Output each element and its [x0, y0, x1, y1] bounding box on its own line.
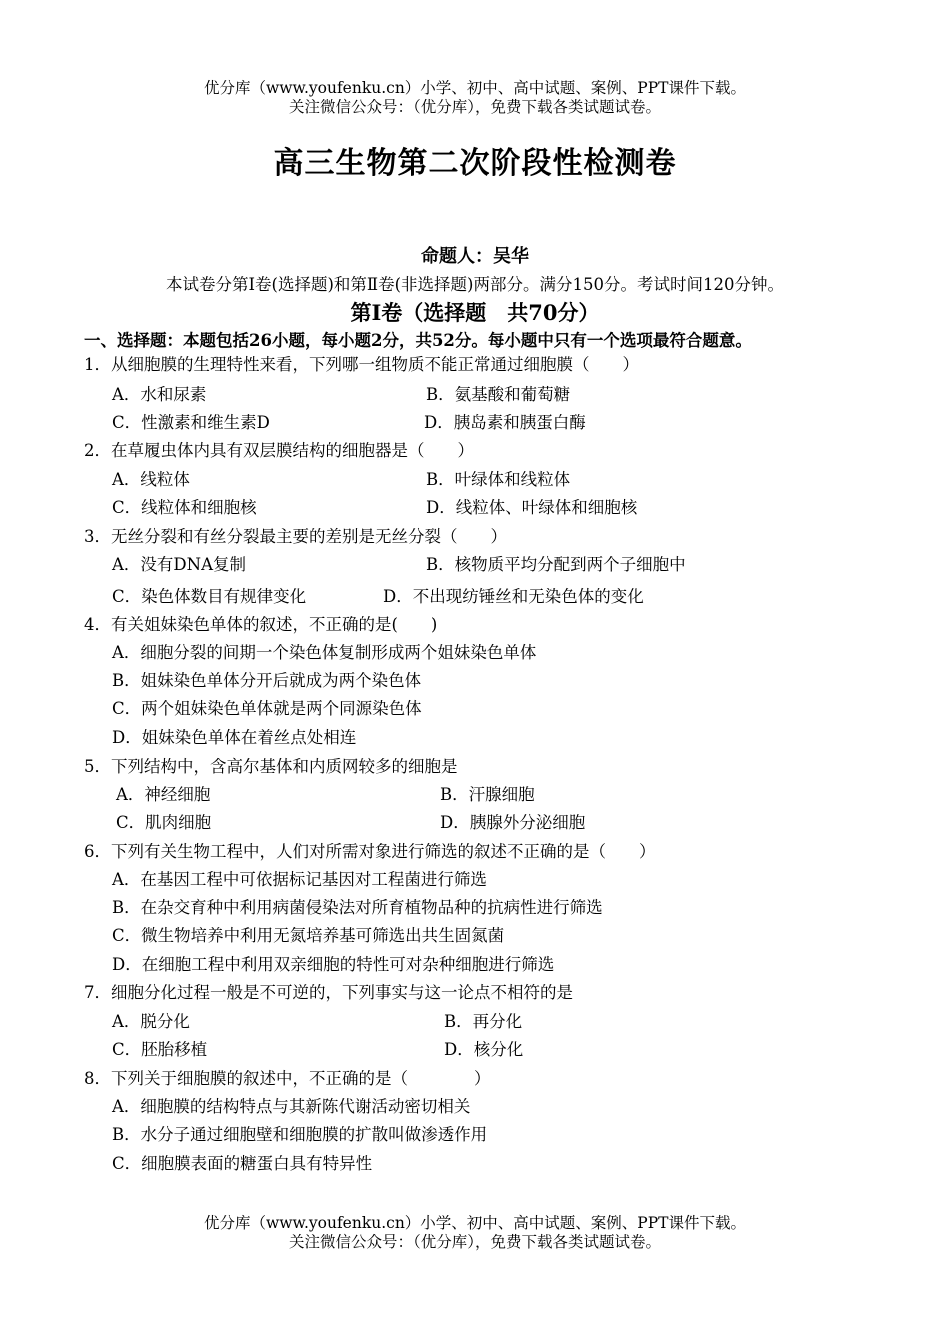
exam-intro: 本试卷分第Ⅰ卷(选择题)和第Ⅱ卷(非选择题)两部分。满分150分。考试时间120分钟。: [166, 275, 784, 294]
section-title: 一、选择题：本题包括26小题，每小题2分，共52分。每小题中只有一个选项最符合题意。: [84, 331, 752, 350]
question-1-option-a: A．水和尿素: [112, 385, 207, 404]
footer-line-2: 关注微信公众号：（优分库），免费下载各类试题试卷。: [288, 1233, 661, 1251]
question-4-option-c: C．两个姐妹染色单体就是两个同源染色体: [112, 699, 422, 718]
question-2-stem: 2．在草履虫体内具有双层膜结构的细胞器是（ ）: [84, 441, 474, 460]
question-8-option-b: B．水分子通过细胞壁和细胞膜的扩散叫做渗透作用: [112, 1125, 488, 1144]
question-7-option-b: B．再分化: [444, 1012, 523, 1031]
question-6-option-c: C．微生物培养中利用无氮培养基可筛选出共生固氮菌: [112, 926, 505, 945]
question-3-option-d: D．不出现纺锤丝和无染色体的变化: [383, 587, 644, 606]
question-4-option-a: A．细胞分裂的间期一个染色体复制形成两个姐妹染色单体: [112, 643, 537, 662]
question-2-option-a: A．线粒体: [112, 470, 190, 489]
question-8-option-c: C．细胞膜表面的糖蛋白具有特异性: [112, 1154, 373, 1173]
question-1-stem: 1．从细胞膜的生理特性来看，下列哪一组物质不能正常通过细胞膜（ ）: [84, 355, 639, 374]
question-7-option-c: C．胚胎移植: [112, 1040, 208, 1059]
author-line: 命题人：吴华: [421, 246, 529, 267]
question-7-stem: 7．细胞分化过程一般是不可逆的，下列事实与这一论点不相符的是: [84, 983, 573, 1002]
question-8-option-a: A．细胞膜的结构特点与其新陈代谢活动密切相关: [112, 1097, 471, 1116]
question-1-option-c: C．性激素和维生素D: [112, 413, 270, 432]
header-line-1: 优分库（www.youfenku.cn）小学、初中、高中试题、案例、PPT课件下载。: [203, 79, 747, 97]
question-3-stem: 3．无丝分裂和有丝分裂最主要的差别是无丝分裂（ ）: [84, 527, 507, 546]
question-4-option-d: D．姐妹染色单体在着丝点处相连: [112, 728, 357, 747]
question-1-option-b: B．氨基酸和葡萄糖: [426, 385, 571, 404]
question-1-option-d: D．胰岛素和胰蛋白酶: [424, 413, 586, 432]
question-2-option-c: C．线粒体和细胞核: [112, 498, 257, 517]
header-line-2: 关注微信公众号：（优分库），免费下载各类试题试卷。: [288, 98, 661, 116]
part-title: 第Ⅰ卷（选择题 共70分）: [350, 300, 600, 325]
question-6-option-d: D．在细胞工程中利用双亲细胞的特性可对杂种细胞进行筛选: [112, 955, 555, 974]
question-2-option-b: B．叶绿体和线粒体: [426, 470, 571, 489]
question-3-option-b: B．核物质平均分配到两个子细胞中: [426, 555, 686, 574]
question-6-stem: 6．下列有关生物工程中，人们对所需对象进行筛选的叙述不正确的是（ ）: [84, 842, 656, 861]
question-7-option-a: A．脱分化: [112, 1012, 190, 1031]
question-7-option-d: D．核分化: [444, 1040, 524, 1059]
page-title: 高三生物第二次阶段性检测卷: [273, 146, 677, 181]
footer-line-1: 优分库（www.youfenku.cn）小学、初中、高中试题、案例、PPT课件下载。: [203, 1214, 747, 1232]
question-5-option-d: D．胰腺外分泌细胞: [440, 813, 586, 832]
question-5-option-b: B．汗腺细胞: [440, 785, 535, 804]
question-6-option-a: A．在基因工程中可依据标记基因对工程菌进行筛选: [112, 870, 487, 889]
question-6-option-b: B．在杂交育种中利用病菌侵染法对所育植物品种的抗病性进行筛选: [112, 898, 603, 917]
question-4-option-b: B．姐妹染色单体分开后就成为两个染色体: [112, 671, 422, 690]
question-5-option-c: C．肌肉细胞: [116, 813, 212, 832]
question-3-option-a: A．没有DNA复制: [112, 555, 246, 574]
question-5-option-a: A．神经细胞: [116, 785, 211, 804]
question-3-option-c: C．染色体数目有规律变化: [112, 587, 307, 606]
question-2-option-d: D．线粒体、叶绿体和细胞核: [426, 498, 638, 517]
question-5-stem: 5．下列结构中，含高尔基体和内质网较多的细胞是: [84, 757, 458, 776]
question-4-stem: 4．有关姐妹染色单体的叙述，不正确的是( ): [84, 615, 438, 634]
question-8-stem: 8．下列关于细胞膜的叙述中，不正确的是（ ）: [84, 1069, 491, 1088]
